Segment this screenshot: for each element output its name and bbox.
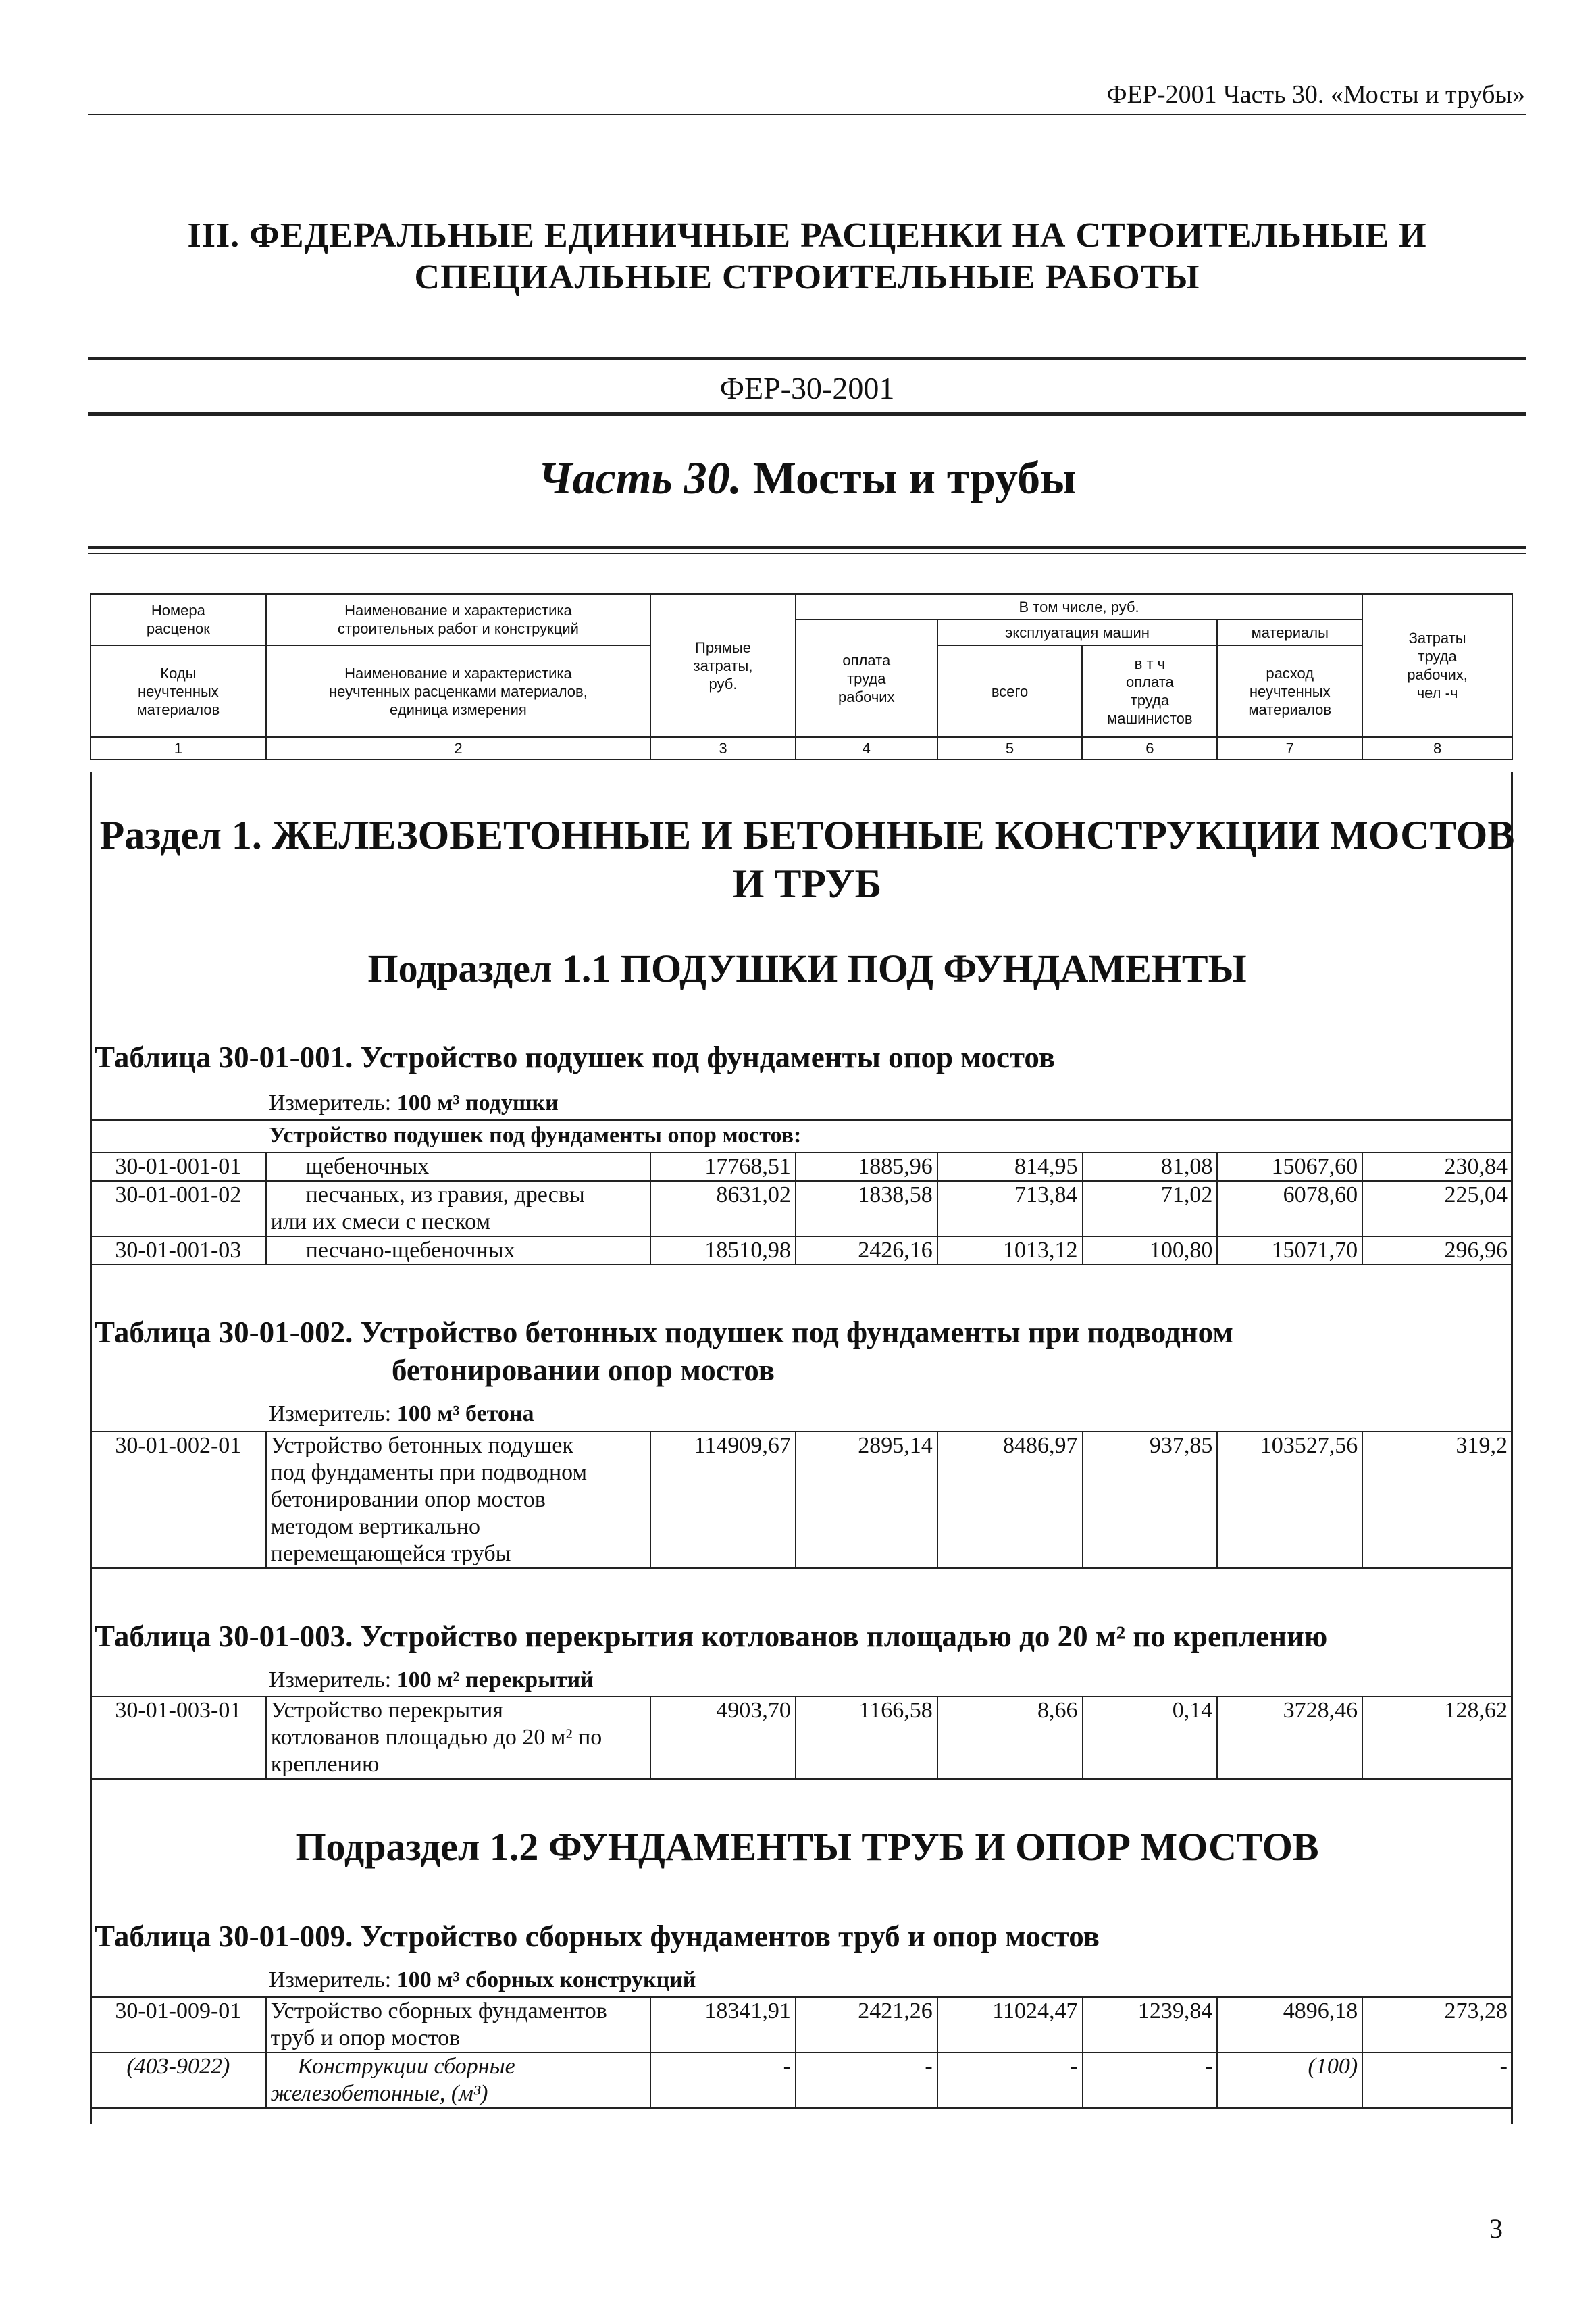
subsection-title-2: Подраздел 1.2 ФУНДАМЕНТЫ ТРУБ И ОПОР МОСТОВ (295, 1825, 1319, 1869)
col-direct-costs-header: Прямые затраты, руб. (650, 594, 796, 737)
col-machines-total-header: всего (937, 645, 1083, 737)
col-number: 6 (1082, 737, 1217, 759)
table-001 (90, 1152, 1513, 1265)
table-002-title: Таблица 30-01-002. Устройство бетонных подушек под фундаменты при подводном бетонировании опор мостов (95, 1315, 1233, 1387)
table-009 (90, 1996, 1513, 2109)
table-001-meter-rule (90, 1119, 1513, 1121)
table-row-material: (403-9022) Конструкции сборные железобетонные, (м³) - - - - (100) - (91, 2053, 1512, 2108)
table-row: 30-01-009-01 Устройство сборных фундаментов труб и опор мостов 18341,91 2421,26 11024,47 1239,84 4896,18 273,28 (91, 1997, 1512, 2053)
part-rule-2 (88, 553, 1526, 554)
code-top-rule (88, 357, 1526, 360)
title-line-2: СПЕЦИАЛЬНЫЕ СТРОИТЕЛЬНЫЕ РАБОТЫ (414, 258, 1200, 297)
table-002 (90, 1431, 1513, 1569)
col-number: 7 (1217, 737, 1362, 759)
col-including-header: В том числе, руб. (796, 594, 1362, 620)
col-number: 2 (266, 737, 650, 759)
document-title (88, 215, 1526, 299)
col-material-consumption-header: расход неучтенных материалов (1217, 645, 1362, 737)
section-title-line-1: Раздел 1. ЖЕЛЕЗОБЕТОННЫЕ И БЕТОННЫЕ КОНСТРУКЦИИ МОСТОВ (99, 813, 1515, 857)
header-rule (88, 114, 1526, 115)
table-row: 30-01-002-01 Устройство бетонных подушек под фундаменты при подводном бетонировании опор мостов методом вертикально перемещающейся трубы 114909,67 2895,14 8486,97 937,85 103527,56 319,2 (91, 1432, 1512, 1568)
col-material-names-header: Наименование и характеристика неучтенных расценками материалов, единица измерения (266, 645, 650, 737)
part-rule-1 (88, 546, 1526, 549)
col-machines-header: эксплуатация машин (937, 620, 1218, 645)
column-numbers-row (91, 737, 1512, 759)
part-name: Мосты и трубы (752, 452, 1077, 503)
table-001-meter: Измеритель: 100 м³ подушки (269, 1090, 559, 1115)
running-header: ФЕР-2001 Часть 30. «Мосты и трубы» (1106, 80, 1525, 109)
table-001-group-label: Устройство подушек под фундаменты опор мостов: (269, 1123, 802, 1148)
section-title (88, 811, 1526, 908)
col-rate-number-header: Номера расценок (91, 594, 266, 645)
col-material-codes-header: Коды неучтенных материалов (91, 645, 266, 737)
table-003 (90, 1696, 1513, 1780)
table-002-meter: Измеритель: 100 м³ бетона (269, 1401, 534, 1426)
col-materials-header: материалы (1217, 620, 1362, 645)
code-bottom-rule (88, 412, 1526, 416)
col-labor-pay-header: оплата труда рабочих (796, 620, 937, 737)
code-title: ФЕР-30-2001 (719, 371, 895, 405)
col-number: 4 (796, 737, 937, 759)
table-001-title: Таблица 30-01-001. Устройство подушек под фундаменты опор мостов (95, 1040, 1056, 1074)
table-009-title: Таблица 30-01-009. Устройство сборных фундаментов труб и опор мостов (95, 1919, 1100, 1953)
col-number: 1 (91, 737, 266, 759)
title-line-1: III. ФЕДЕРАЛЬНЫЕ ЕДИНИЧНЫЕ РАСЦЕНКИ НА СТРОИТЕЛЬНЫЕ И (187, 216, 1427, 255)
table-row: 30-01-001-01 щебеночных 17768,51 1885,96 814,95 81,08 15067,60 230,84 (91, 1153, 1512, 1181)
col-number: 8 (1362, 737, 1512, 759)
part-number: Часть 30. (538, 452, 742, 503)
col-number: 5 (937, 737, 1083, 759)
table-003-title: Таблица 30-01-003. Устройство перекрытия котлованов площадью до 20 м² по креплению (95, 1619, 1328, 1653)
section-title-line-2: И ТРУБ (732, 861, 882, 906)
part-title (88, 451, 1526, 505)
col-labor-costs-header: Затраты труда рабочих, чел -ч (1362, 594, 1512, 737)
table-row: 30-01-003-01 Устройство перекрытия котлованов площадью до 20 м² по креплению 4903,70 1166,58 8,66 0,14 3728,46 128,62 (91, 1696, 1512, 1779)
column-header-table (90, 593, 1513, 760)
table-row: 30-01-001-03 песчано-щебеночных 18510,98 2426,16 1013,12 100,80 15071,70 296,96 (91, 1236, 1512, 1265)
table-row: 30-01-001-02 песчаных, из гравия, дресвы или их смеси с песком 8631,02 1838,58 713,84 71,02 6078,60 225,04 (91, 1181, 1512, 1236)
table-009-meter: Измеритель: 100 м³ сборных конструкций (269, 1967, 696, 1992)
col-machinists-pay-header: в т ч оплата труда машинистов (1082, 645, 1217, 737)
table-003-meter: Измеритель: 100 м² перекрытий (269, 1667, 594, 1692)
col-work-name-header: Наименование и характеристика строительных работ и конструкций (266, 594, 650, 645)
col-number: 3 (650, 737, 796, 759)
subsection-title: Подраздел 1.1 ПОДУШКИ ПОД ФУНДАМЕНТЫ (367, 947, 1247, 990)
page-number: 3 (1489, 2213, 1503, 2244)
